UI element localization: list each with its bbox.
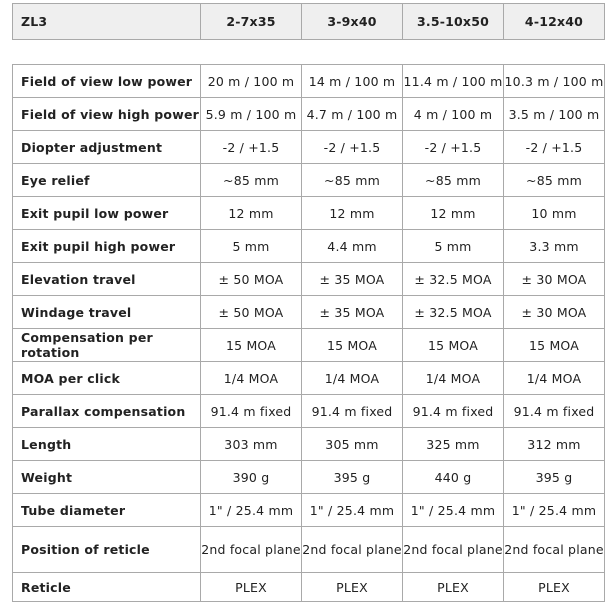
spec-value: 15 MOA xyxy=(201,329,302,362)
spec-value: ± 32.5 MOA xyxy=(403,296,504,329)
model-header: 3-9x40 xyxy=(302,4,403,40)
spec-value: 12 mm xyxy=(201,197,302,230)
spec-label: Reticle xyxy=(13,573,201,602)
table-spacer xyxy=(12,40,604,61)
spec-value: 10 mm xyxy=(504,197,605,230)
product-name: ZL3 xyxy=(13,4,201,40)
table-row xyxy=(13,494,605,527)
spec-label: Length xyxy=(13,428,201,461)
spec-value: -2 / +1.5 xyxy=(504,131,605,164)
spec-value: 1/4 MOA xyxy=(403,362,504,395)
spec-value: 12 mm xyxy=(403,197,504,230)
spec-value: -2 / +1.5 xyxy=(201,131,302,164)
spec-value: PLEX xyxy=(403,573,504,602)
spec-label: Exit pupil high power xyxy=(13,230,201,263)
table-row xyxy=(13,131,605,164)
spec-label: MOA per click xyxy=(13,362,201,395)
spec-value: 91.4 m fixed xyxy=(201,395,302,428)
spec-value: 91.4 m fixed xyxy=(403,395,504,428)
spec-value: 15 MOA xyxy=(403,329,504,362)
spec-value: 10.3 m / 100 m xyxy=(504,65,605,98)
spec-value: 2nd focal plane xyxy=(504,527,605,573)
spec-value: 1/4 MOA xyxy=(201,362,302,395)
table-row xyxy=(13,65,605,98)
spec-value: 15 MOA xyxy=(504,329,605,362)
header-row xyxy=(13,4,605,40)
spec-value: 91.4 m fixed xyxy=(302,395,403,428)
spec-value: 5 mm xyxy=(201,230,302,263)
spec-value: 20 m / 100 m xyxy=(201,65,302,98)
table-row xyxy=(13,230,605,263)
spec-value: 5 mm xyxy=(403,230,504,263)
spec-value: 4.7 m / 100 m xyxy=(302,98,403,131)
spec-value: 2nd focal plane xyxy=(403,527,504,573)
table-row xyxy=(13,98,605,131)
spec-value: 305 mm xyxy=(302,428,403,461)
spec-value: 1" / 25.4 mm xyxy=(302,494,403,527)
spec-value: 1" / 25.4 mm xyxy=(201,494,302,527)
spec-header-table xyxy=(12,3,605,40)
table-row xyxy=(13,296,605,329)
spec-table xyxy=(12,64,605,602)
spec-label: Exit pupil low power xyxy=(13,197,201,230)
spec-table-body xyxy=(13,65,605,602)
spec-value: 390 g xyxy=(201,461,302,494)
table-row xyxy=(13,263,605,296)
spec-value: ~85 mm xyxy=(403,164,504,197)
spec-value: 2nd focal plane xyxy=(302,527,403,573)
spec-value: 12 mm xyxy=(302,197,403,230)
spec-value: 312 mm xyxy=(504,428,605,461)
table-row xyxy=(13,329,605,362)
model-header: 4-12x40 xyxy=(504,4,605,40)
spec-label: Field of view low power xyxy=(13,65,201,98)
spec-value: 91.4 m fixed xyxy=(504,395,605,428)
table-row xyxy=(13,197,605,230)
spec-value: ± 50 MOA xyxy=(201,296,302,329)
table-row xyxy=(13,461,605,494)
spec-value: 15 MOA xyxy=(302,329,403,362)
table-row xyxy=(13,362,605,395)
spec-label: Diopter adjustment xyxy=(13,131,201,164)
spec-value: 4.4 mm xyxy=(302,230,403,263)
spec-value: PLEX xyxy=(201,573,302,602)
spec-label: Compensation per rotation xyxy=(13,329,201,362)
table-row xyxy=(13,164,605,197)
spec-label: Parallax compensation xyxy=(13,395,201,428)
spec-value: ± 32.5 MOA xyxy=(403,263,504,296)
spec-value: 303 mm xyxy=(201,428,302,461)
spec-label: Windage travel xyxy=(13,296,201,329)
spec-value: 3.5 m / 100 m xyxy=(504,98,605,131)
spec-label: Position of reticle xyxy=(13,527,201,573)
spec-value: 4 m / 100 m xyxy=(403,98,504,131)
spec-value: 1/4 MOA xyxy=(302,362,403,395)
spec-value: PLEX xyxy=(302,573,403,602)
spec-value: ± 50 MOA xyxy=(201,263,302,296)
spec-value: ± 35 MOA xyxy=(302,296,403,329)
spec-label: Eye relief xyxy=(13,164,201,197)
table-row xyxy=(13,395,605,428)
spec-label: Weight xyxy=(13,461,201,494)
spec-value: ~85 mm xyxy=(302,164,403,197)
spec-label: Tube diameter xyxy=(13,494,201,527)
spec-value: 1" / 25.4 mm xyxy=(403,494,504,527)
spec-value: ~85 mm xyxy=(504,164,605,197)
spec-value: ± 30 MOA xyxy=(504,296,605,329)
spec-value: 11.4 m / 100 m xyxy=(403,65,504,98)
spec-value: ± 35 MOA xyxy=(302,263,403,296)
spec-value: 14 m / 100 m xyxy=(302,65,403,98)
model-header: 2-7x35 xyxy=(201,4,302,40)
spec-value: 1" / 25.4 mm xyxy=(504,494,605,527)
spec-value: 3.3 mm xyxy=(504,230,605,263)
table-row xyxy=(13,573,605,602)
spec-value: 325 mm xyxy=(403,428,504,461)
spec-value: -2 / +1.5 xyxy=(403,131,504,164)
table-row xyxy=(13,527,605,573)
spec-value: ~85 mm xyxy=(201,164,302,197)
spec-value: PLEX xyxy=(504,573,605,602)
spec-value: 1/4 MOA xyxy=(504,362,605,395)
spec-label: Field of view high power xyxy=(13,98,201,131)
spec-value: -2 / +1.5 xyxy=(302,131,403,164)
spec-label: Elevation travel xyxy=(13,263,201,296)
spec-value: 395 g xyxy=(504,461,605,494)
spec-value: ± 30 MOA xyxy=(504,263,605,296)
table-row xyxy=(13,428,605,461)
model-header: 3.5-10x50 xyxy=(403,4,504,40)
spec-value: 2nd focal plane xyxy=(201,527,302,573)
spec-value: 440 g xyxy=(403,461,504,494)
spec-value: 5.9 m / 100 m xyxy=(201,98,302,131)
spec-value: 395 g xyxy=(302,461,403,494)
